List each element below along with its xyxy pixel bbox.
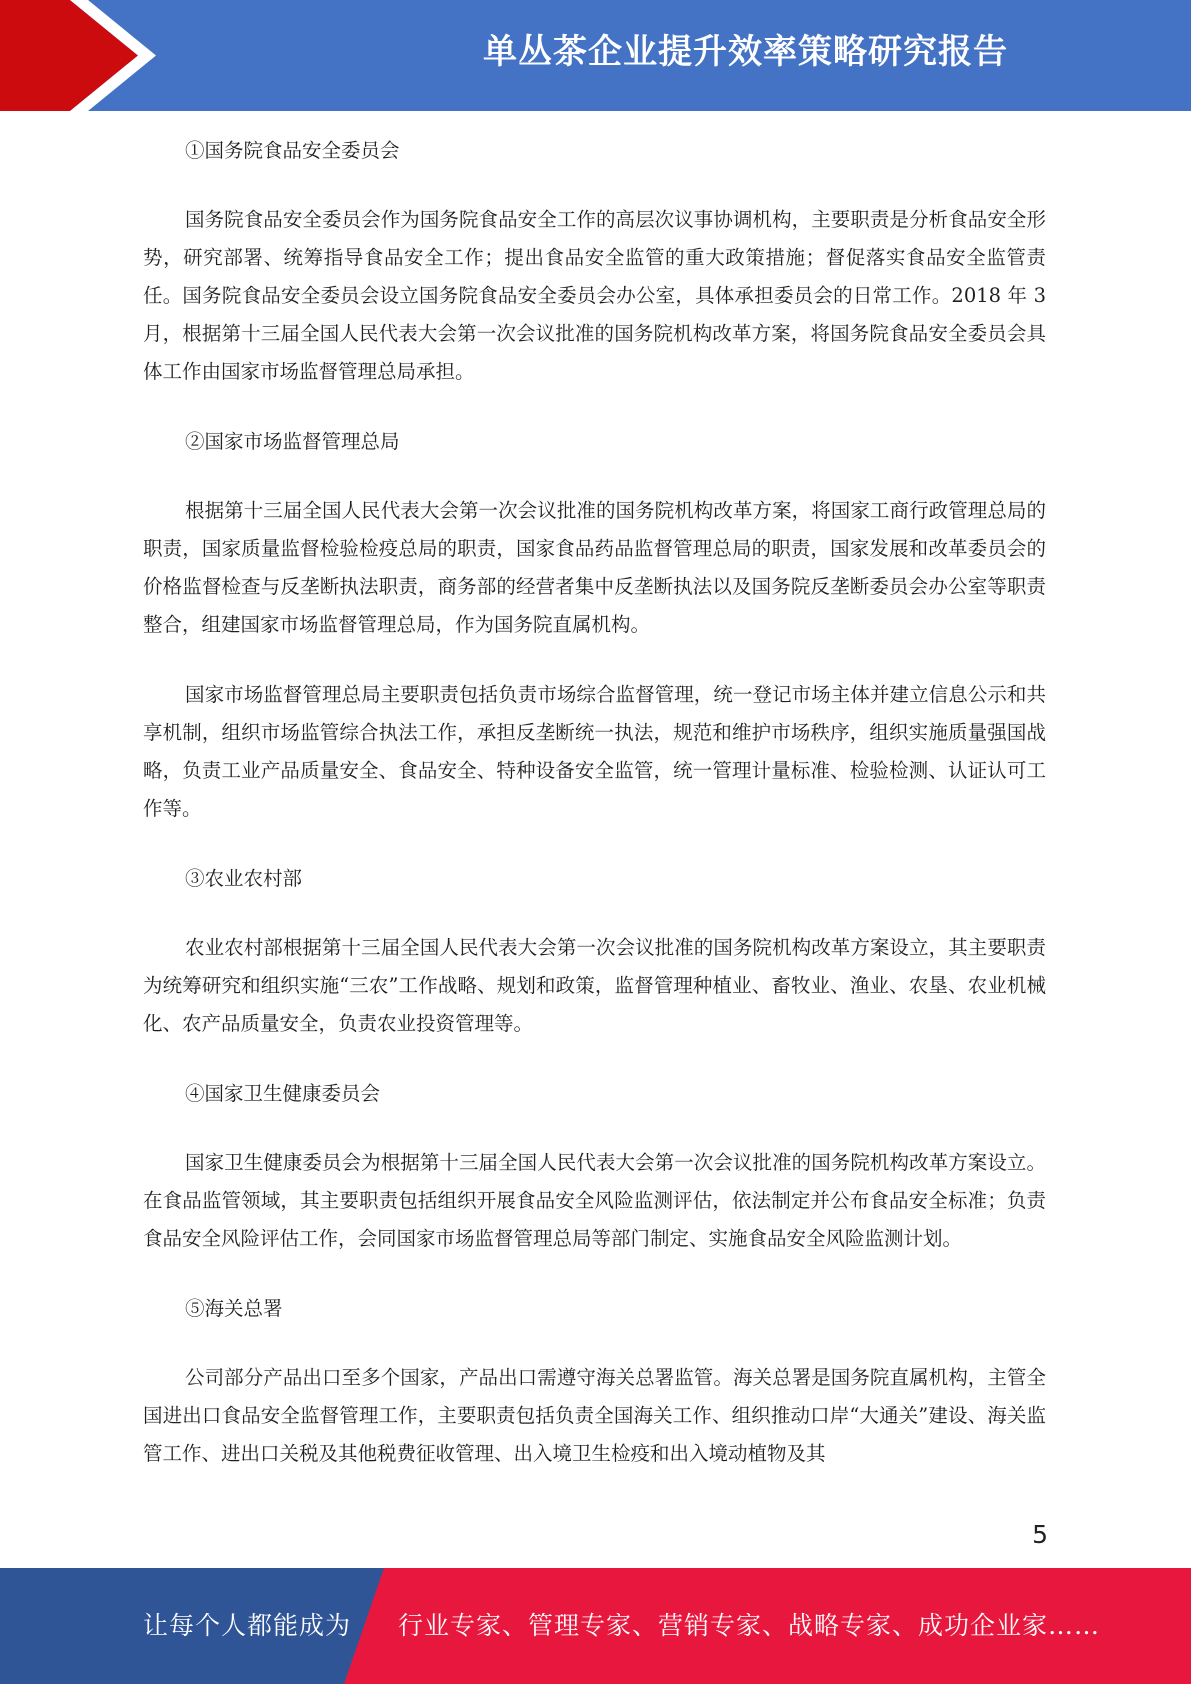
section-heading: ③农业农村部 bbox=[185, 867, 303, 890]
body-paragraph: 国家市场监督管理总局主要职责包括负责市场综合监督管理，统一登记市场主体并建立信息公示和共享机制，组织市场监管综合执法工作，承担反垄断统一执法，规范和维护市场秩序，组织实施质量强国战略，负责工业产品质量安全、食品安全、特种设备安全监管，统一管理计量标准、检验检测、认证认可工作等。 bbox=[143, 683, 1046, 820]
footer-slogan-right: 行业专家、管理专家、营销专家、战略专家、成功企业家…… bbox=[398, 1611, 1101, 1640]
section-heading: ①国务院食品安全委员会 bbox=[185, 139, 400, 162]
page-number: 5 bbox=[1032, 1520, 1048, 1549]
section-heading: ⑤海关总署 bbox=[185, 1297, 283, 1320]
body-paragraph: 农业农村部根据第十三届全国人民代表大会第一次会议批准的国务院机构改革方案设立，其主要职责为统筹研究和组织实施“三农”工作战略、规划和政策，监督管理种植业、畜牧业、渔业、农垦、农业机械化、农产品质量安全，负责农业投资管理等。 bbox=[143, 936, 1046, 1035]
document-body bbox=[143, 132, 1046, 1505]
footer-slogan-left: 让每个人都能成为 bbox=[143, 1611, 352, 1640]
page-header bbox=[0, 0, 1191, 111]
body-paragraph: 国务院食品安全委员会作为国务院食品安全工作的高层次议事协调机构，主要职责是分析食品安全形势，研究部署、统筹指导食品安全工作；提出食品安全监管的重大政策措施；督促落实食品安全监管责任。国务院食品安全委员会设立国务院食品安全委员会办公室，具体承担委员会的日常工作。2018 年 3 月，根据第十三届全国人民代表大会第一次会议批准的国务院机构改革方案，将国务院食品安全委员会具体工作由国家市场监督管理总局承担。 bbox=[143, 208, 1046, 383]
body-paragraph: 国家卫生健康委员会为根据第十三届全国人民代表大会第一次会议批准的国务院机构改革方案设立。在食品监管领域，其主要职责包括组织开展食品安全风险监测评估，依法制定并公布食品安全标准；负责食品安全风险评估工作，会同国家市场监督管理总局等部门制定、实施食品安全风险监测计划。 bbox=[143, 1151, 1046, 1250]
body-paragraph: 公司部分产品出口至多个国家，产品出口需遵守海关总署监管。海关总署是国务院直属机构，主管全国进出口食品安全监督管理工作，主要职责包括负责全国海关工作、组织推动口岸“大通关”建设、海关监管工作、进出口关税及其他税费征收管理、出入境卫生检疫和出入境动植物及其 bbox=[143, 1366, 1046, 1465]
page-footer bbox=[0, 1568, 1191, 1684]
section-heading: ②国家市场监督管理总局 bbox=[185, 430, 400, 453]
page-title: 单丛茶企业提升效率策略研究报告 bbox=[483, 32, 1008, 72]
body-paragraph: 根据第十三届全国人民代表大会第一次会议批准的国务院机构改革方案，将国家工商行政管理总局的职责，国家质量监督检验检疫总局的职责，国家食品药品监督管理总局的职责，国家发展和改革委员会的价格监督检查与反垄断执法职责，商务部的经营者集中反垄断执法以及国务院反垄断委员会办公室等职责整合，组建国家市场监督管理总局，作为国务院直属机构。 bbox=[143, 499, 1046, 636]
section-heading: ④国家卫生健康委员会 bbox=[185, 1082, 381, 1105]
